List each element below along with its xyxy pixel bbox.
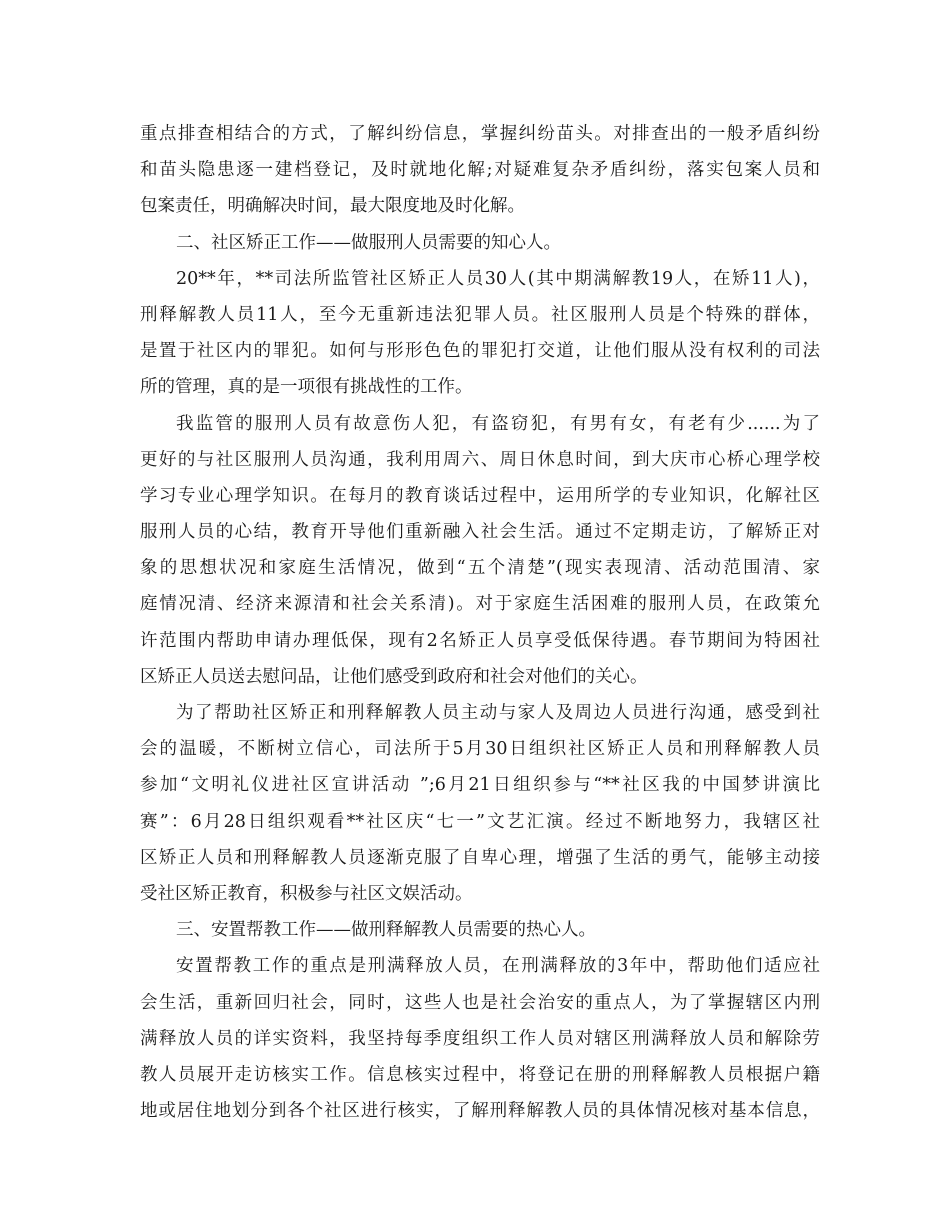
text-line: 区矫正人员送去慰问品，让他们感受到政府和社会对他们的关心。 (140, 666, 648, 687)
text-line: 安置帮教工作的重点是刑满释放人员，在刑满释放的3年中，帮助他们适应社 (176, 956, 820, 977)
text-line: 二、社区矫正工作——做服刑人员需要的知心人。 (176, 232, 561, 253)
text-line: 和苗头隐患逐一建档登记，及时就地化解;对疑难复杂矛盾纠纷，落实包案人员和 (140, 160, 820, 181)
text-line: 刑释解教人员11人，至今无重新违法犯罪人员。社区服刑人员是个特殊的群体， (140, 304, 820, 325)
text-line: 是置于社区内的罪犯。如何与形形色色的罪犯打交道，让他们服从没有权利的司法 (140, 341, 820, 362)
text-line: 教人员展开走访核实工作。信息核实过程中，将登记在册的刑释解教人员根据户籍 (140, 1064, 820, 1085)
text-line: 学习专业心理学知识。在每月的教育谈话过程中，运用所学的专业知识，化解社区 (140, 485, 820, 506)
text-line: 20**年，**司法所监管社区矫正人员30人(其中期满解教19人，在矫11人)， (176, 268, 820, 289)
text-line: 会生活，重新回归社会，同时，这些人也是社会治安的重点人，为了掌握辖区内刑 (140, 992, 820, 1013)
text-line: 赛”：6月28日组织观看**社区庆“七一”文艺汇演。经过不断地努力，我辖区社 (140, 811, 820, 832)
text-line: 服刑人员的心结，教育开导他们重新融入社会生活。通过不定期走访，了解矫正对 (140, 522, 820, 543)
text-line: 象的思想状况和家庭生活情况，做到“五个清楚”(现实表现清、活动范围清、家 (140, 558, 820, 579)
text-line: 所的管理，真的是一项很有挑战性的工作。 (140, 377, 473, 398)
text-line: 满释放人员的详实资料，我坚持每季度组织工作人员对辖区刑满释放人员和解除劳 (140, 1028, 820, 1049)
text-line: 会的温暖，不断树立信心，司法所于5月30日组织社区矫正人员和刑释解教人员 (140, 739, 820, 760)
text-line: 地或居住地划分到各个社区进行核实，了解刑释解教人员的具体情况核对基本信息， (140, 1101, 820, 1122)
text-line: 重点排查相结合的方式，了解纠纷信息，掌握纠纷苗头。对排查出的一般矛盾纠纷 (140, 124, 820, 144)
text-line: 我监管的服刑人员有故意伤人犯，有盗窃犯，有男有女，有老有少......为了 (176, 413, 820, 434)
text-line: 许范围内帮助申请办理低保，现有2名矫正人员享受低保待遇。春节期间为特困社 (140, 630, 820, 651)
text-line: 庭情况清、经济来源清和社会关系清)。对于家庭生活困难的服刑人员，在政策允 (140, 594, 820, 615)
text-line: 包案责任，明确解决时间，最大限度地及时化解。 (140, 196, 525, 217)
text-line: 更好的与社区服刑人员沟通，我利用周六、周日休息时间，到大庆市心桥心理学校 (140, 449, 820, 470)
text-line: 参加“文明礼仪进社区宣讲活动 ”;6月21日组织参与“**社区我的中国梦讲演比 (140, 775, 820, 796)
text-line: 三、安置帮教工作——做刑释解教人员需要的热心人。 (176, 920, 596, 941)
text-line: 为了帮助社区矫正和刑释解教人员主动与家人及周边人员进行沟通，感受到社 (176, 703, 820, 723)
document-body (140, 116, 820, 1129)
text-line: 受社区矫正教育，积极参与社区文娱活动。 (140, 883, 473, 904)
text-line: 区矫正人员和刑释解教人员逐渐克服了自卑心理，增强了生活的勇气，能够主动接 (140, 847, 820, 868)
